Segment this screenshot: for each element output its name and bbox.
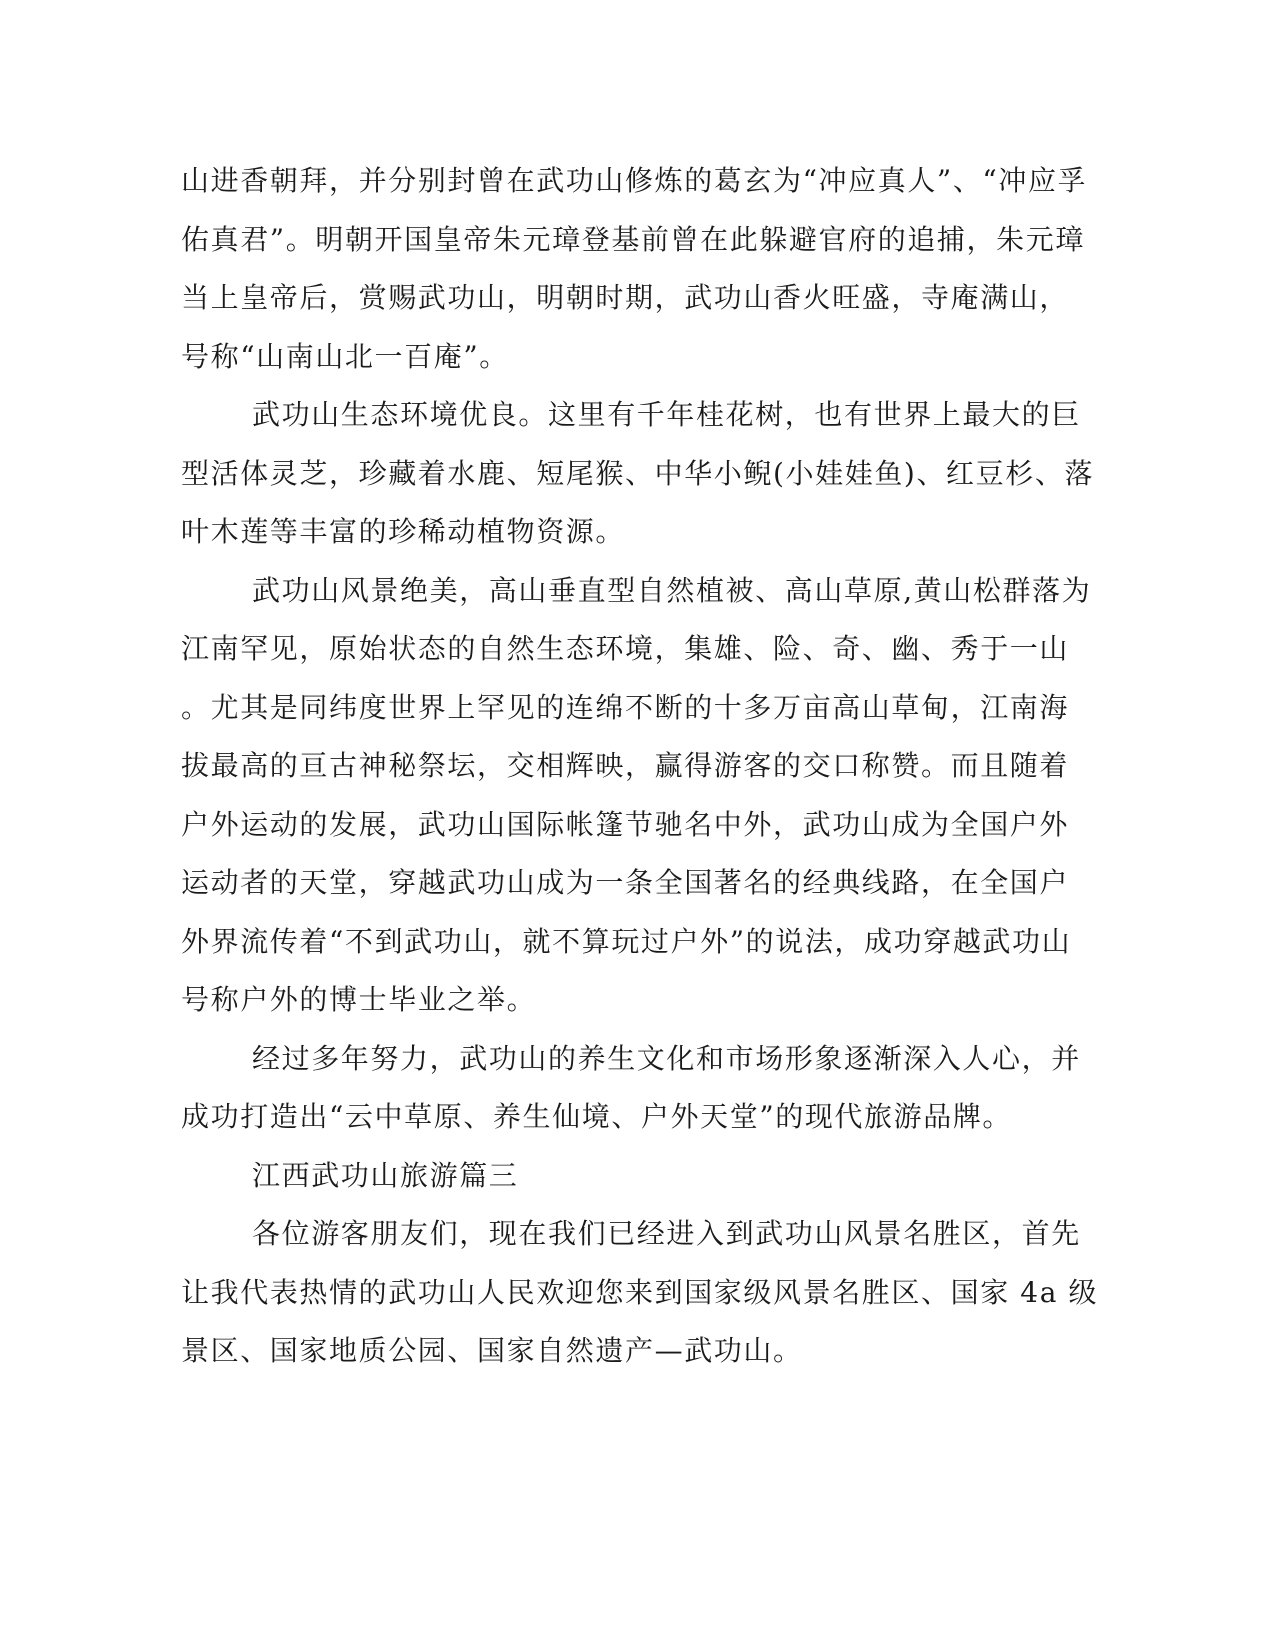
text-line: 运动者的天堂，穿越武功山成为一条全国著名的经典线路，在全国户	[181, 866, 1070, 899]
section-heading: 江西武功山旅游篇三	[252, 1158, 519, 1192]
paragraph-first-line: 武功山生态环境优良。这里有千年桂花树，也有世界上最大的巨	[252, 398, 1081, 431]
paragraph-first-line: 武功山风景绝美，高山垂直型自然植被、高山草原,黄山松群落为	[252, 573, 1092, 607]
document-body	[181, 152, 1099, 1381]
text-line: 外界流传着“不到武功山，就不算玩过户外”的说法，成功穿越武功山	[181, 924, 1072, 958]
text-line: 佑真君”。明朝开国皇帝朱元璋登基前曾在此躲避官府的追捕，朱元璋	[181, 222, 1085, 256]
text-line: 景区、国家地质公园、国家自然遗产—武功山。	[181, 1334, 803, 1367]
paragraph-first-line: 经过多年努力，武功山的养生文化和市场形象逐渐深入人心，并	[252, 1041, 1081, 1075]
text-line: 让我代表热情的武功山人民欢迎您来到国家级风景名胜区、国家 4a 级	[181, 1275, 1099, 1309]
paragraph-first-line: 各位游客朋友们，现在我们已经进入到武功山风景名胜区，首先	[252, 1217, 1081, 1250]
text-line: 型活体灵芝，珍藏着水鹿、短尾猴、中华小鲵(小娃娃鱼)、红豆杉、落	[181, 456, 1095, 490]
text-line: 当上皇帝后，赏赐武功山，明朝时期，武功山香火旺盛，寺庵满山，	[181, 281, 1070, 314]
text-line: 。尤其是同纬度世界上罕见的连绵不断的十多万亩高山草甸，江南海	[181, 690, 1070, 724]
text-line: 户外运动的发展，武功山国际帐篷节驰名中外，武功山成为全国户外	[181, 807, 1070, 841]
text-line: 江南罕见，原始状态的自然生态环境，集雄、险、奇、幽、秀于一山	[181, 632, 1070, 665]
text-line: 号称户外的博士毕业之举。	[181, 983, 537, 1016]
text-line: 号称“山南山北一百庵”。	[181, 339, 509, 373]
text-line: 叶木莲等丰富的珍稀动植物资源。	[181, 515, 626, 548]
text-line: 山进香朝拜，并分别封曾在武功山修炼的葛玄为“冲应真人”、“冲应孚	[181, 164, 1088, 197]
text-line: 拔最高的亘古神秘祭坛，交相辉映，赢得游客的交口称赞。而且随着	[181, 749, 1070, 782]
text-line: 成功打造出“云中草原、养生仙境、户外天堂”的现代旅游品牌。	[181, 1100, 1013, 1133]
